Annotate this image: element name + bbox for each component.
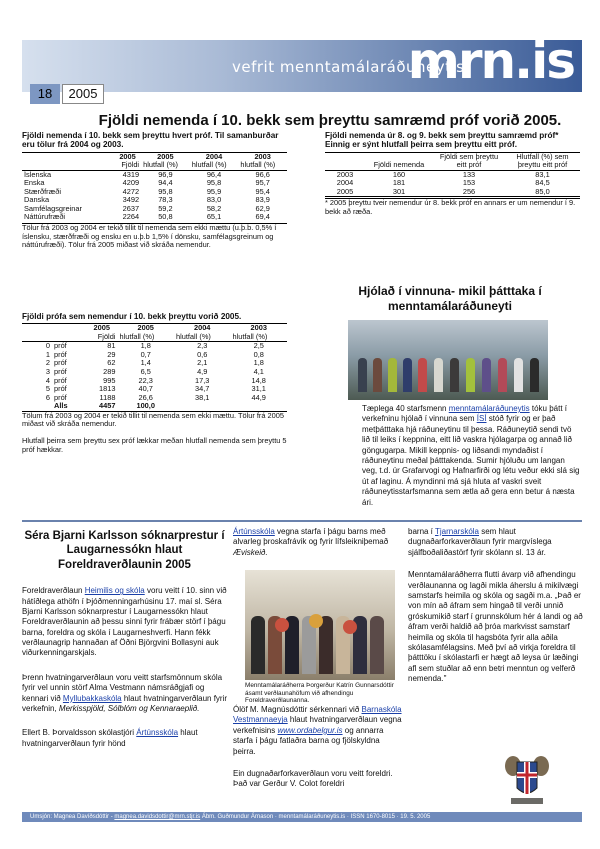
award-c2-text2: Ólöf M. Magnúsdóttir sérkennari við	[233, 705, 362, 714]
flowers-icon	[343, 620, 357, 634]
row-count: 62	[107, 358, 116, 368]
issue-year: 2005	[62, 84, 104, 104]
row-one-exam: 256	[433, 188, 505, 197]
col-year: 2004	[190, 152, 239, 161]
footer-bar	[22, 812, 582, 822]
masthead-banner	[22, 32, 582, 92]
link-artunsskoli[interactable]: Ártúnsskóla	[136, 728, 179, 738]
row-pct-2004: 58,2	[206, 203, 222, 213]
row-pct-2005: 40,7	[138, 384, 153, 394]
row-count: 1813	[99, 384, 116, 394]
table-exams-title: Fjöldi prófa sem nemendur í 10. bekk þreyttu vorið 2005.	[22, 312, 242, 321]
row-pct-2005: 94,4	[158, 178, 173, 188]
award-c2-text3: hlaut hvatningarverðlaun vegna verkefnisins	[233, 715, 402, 735]
row-pct-2004: 34,7	[195, 384, 210, 394]
footer-text-b: Ábm. Guðmundur Árnason · menntamálaráðuneytis.is · ISSN 1670-8015 · 19. 5. 2005	[200, 814, 431, 820]
row-count: 4209	[122, 178, 140, 188]
award-c2-p2	[233, 705, 403, 757]
row-pct: 83,1	[535, 169, 550, 179]
award-column-2	[233, 527, 403, 558]
award-column-3	[408, 527, 583, 684]
person-figure	[482, 358, 491, 392]
row-pct-2004: 4,9	[197, 367, 208, 376]
row-pct-2003: 2,5	[253, 341, 264, 351]
total-count: 4457	[86, 402, 117, 411]
row-subject: Stærðfræði	[24, 186, 61, 196]
link-tjarnarskoli[interactable]: Tjarnarskóla	[434, 527, 479, 536]
row-count: 160	[392, 169, 406, 179]
row-count: 81	[107, 341, 116, 351]
table-younger-note: * 2005 þreyttu tveir nemendur úr 8. bekk próf en annars er um nemendur í 9. bekk að ræða.	[325, 198, 580, 216]
table-exams-body	[22, 342, 287, 402]
col-sub: Fjöldi	[114, 161, 141, 170]
row-exam-unit: próf	[54, 392, 67, 402]
person-figure	[514, 358, 523, 392]
table-younger	[325, 152, 580, 198]
total-label: Alls	[52, 402, 86, 411]
row-pct-2005: 95,8	[158, 186, 173, 196]
award-c2-italic1: Æviskeið.	[233, 547, 268, 557]
row-pct-2003: 1,8	[253, 358, 264, 368]
row-pct-2003: 62,9	[255, 203, 270, 213]
person-figure	[450, 358, 459, 392]
section-divider	[22, 520, 582, 522]
row-pct: 85,0	[505, 188, 580, 197]
row-one-exam: 153	[462, 178, 476, 188]
link-heimili-og-skoli[interactable]: Heimilis og skóla	[84, 586, 145, 596]
col-sub: hlutfall (%)	[141, 161, 190, 170]
row-count: 301	[365, 188, 433, 197]
col-sub: hlutfall (%)	[174, 333, 231, 342]
row-count: 3492	[122, 195, 140, 205]
row-pct-2004: 83,0	[206, 195, 222, 205]
table-subjects	[22, 152, 287, 222]
col-year: 2005	[117, 324, 174, 333]
row-subject: Náttúrufræði	[24, 212, 66, 222]
row-pct-2005: 6,5	[140, 367, 151, 376]
table-exams-note: Tölum frá 2003 og 2004 er tekið tillit til nemenda sem ekki mættu. Tölur frá 2005 miðast við skráða nemendur.	[22, 410, 284, 429]
row-exam-unit: próf	[54, 375, 67, 385]
masthead-subtitle: vefrit menntamálaráðuneytis	[232, 58, 465, 76]
table-row	[22, 213, 287, 222]
row-pct-2003: 44,9	[251, 392, 266, 402]
person-figure	[251, 616, 265, 674]
table-younger-section	[325, 131, 580, 217]
bike-title: Hjólað í vinnuna- mikil þátttaka í menntamálaráðuneyti	[358, 284, 542, 313]
row-exam-number: 6	[45, 392, 50, 402]
award-photo-caption: Menntamálaráðherra Þorgerður Katrín Gunnarsdóttir ásamt verðlaunahöfum við afhendingu Foreldraverðlaunanna.	[245, 682, 394, 705]
row-pct-2003: 95,4	[255, 186, 270, 196]
row-count: 289	[103, 367, 116, 376]
row-pct-2004: 0,6	[197, 349, 208, 359]
row-count: 4272	[122, 186, 140, 196]
row-pct-2005: 59,2	[158, 203, 173, 213]
bike-photo	[348, 320, 548, 400]
row-exam-unit: próf	[54, 341, 67, 351]
row-pct-2003: 0,8	[253, 349, 264, 359]
row-pct-2005: 50,8	[158, 212, 173, 222]
row-pct: 84,5	[535, 178, 550, 188]
award-photo	[245, 570, 395, 680]
award-p2-a: Þrenn hvatningarverðlaun voru veitt starfsmönnum skóla fyrir vel unnin störf Alma Vestmann námsráðgjafi og kennari við	[22, 672, 223, 703]
row-exam-number: 2	[45, 358, 50, 368]
footer-text-a: Umsjón: Magnea Davíðsdóttir -	[30, 814, 115, 820]
award-c3-text2: sem hlaut dugnaðarforkaverðlaun fyrir margvíslega sjálfboðaliðastörf fyrir skólann sl. 13 ár.	[408, 527, 552, 557]
award-c2-p1	[233, 527, 403, 558]
person-figure	[434, 358, 443, 392]
col-sub: Fjöldi	[86, 333, 117, 342]
bike-text-b: tóku þátt í verkefninu hjólað í vinnuna sem	[362, 404, 568, 424]
row-pct-2003: 95,7	[255, 178, 270, 188]
row-subject: Íslenska	[24, 169, 52, 179]
row-count: 4319	[122, 169, 140, 179]
link-menntamalaraduneyti[interactable]: menntamálaráðuneytis	[448, 404, 530, 413]
award-c3-p1	[408, 527, 583, 558]
row-year: 2005	[325, 188, 365, 197]
row-pct-2004: 65,1	[206, 212, 222, 222]
bike-text	[362, 404, 580, 508]
table-subjects-body	[22, 170, 287, 222]
row-pct-2004: 17,3	[195, 375, 210, 385]
link-barnaskoli-vestmannaeyja[interactable]: Barnaskóla Vestmannaeyja	[233, 705, 402, 725]
award-column-1	[22, 529, 227, 749]
table-younger-title: Fjöldi nemenda úr 8. og 9. bekk sem þreyttu samræmd próf* Einnig er sýnt hlutfall þeirra sem þreyttu eitt próf.	[325, 131, 559, 150]
row-year: 2003	[336, 169, 354, 179]
row-exam-unit: próf	[54, 384, 67, 394]
row-pct-2005: 1,8	[140, 341, 151, 351]
flowers-icon	[309, 614, 323, 628]
row-exam-unit: próf	[54, 367, 67, 376]
person-figure	[418, 358, 427, 392]
table-exams-note2: Hlutfall þeirra sem þreyttu sex próf lækkar meðan hlutfall nemenda sem þreyttu 5 próf hækkar.	[22, 436, 287, 454]
row-pct-2004: 2,3	[197, 341, 208, 351]
col-year: 2005	[141, 152, 190, 161]
col-head: Hlutfall (%) sem þreyttu eitt próf	[505, 152, 580, 170]
row-count: 2264	[122, 212, 140, 222]
row-exam-number: 5	[45, 384, 50, 394]
col-year: 2004	[174, 324, 231, 333]
table-subjects-title: Fjöldi nemenda í 10. bekk sem þreyttu hvert próf. Til samanburðar eru tölur frá 2004 og 2003.	[22, 131, 279, 150]
row-pct-2003: 83,9	[255, 195, 270, 205]
bike-text-a: Tæplega 40 starfsmenn	[362, 404, 449, 413]
person-figure	[388, 358, 397, 392]
row-pct-2004: 2,1	[197, 358, 208, 368]
table-row	[325, 188, 580, 197]
link-ordabelgur[interactable]: www.ordabelgur.is	[277, 725, 343, 735]
table-exams-section	[22, 312, 287, 455]
award-c3-text1: barna í	[408, 527, 435, 536]
person-figure	[403, 358, 412, 392]
row-count: 29	[107, 349, 116, 359]
row-pct-2004: 95,9	[206, 186, 222, 196]
row-pct-2003: 4,1	[253, 367, 264, 376]
bike-text-c: stóð fyrir og er það metþátttaka hjá ráðuneytinu til þessa. Ráðuneytið sendi tvö lið til leiks í keppnina, eitt lið vaskra hjólagarpa og annað lið göngugarpa. Mikill keppnis- og liðsandi myndaðist í ráðuneytinu meðal þátttakenda. Sumir hjóluðu um langan veg, t.d. úr Grafarvogi og Hafnarfirði og létu veður ekki slá sig út af laginu. Á myndinni má sjá hluta af vaskri sveit ráðuneytisstarfsmanna sem ætla að gera enn betur á næsta ári.	[362, 414, 580, 507]
row-exam-number: 3	[45, 367, 50, 376]
coat-of-arms-icon	[503, 752, 551, 808]
award-p2-b: hlaut hvatningarverðlaun fyrir verkefnin,	[22, 693, 228, 714]
link-myllubakkaskoli[interactable]: Myllubakkaskóla	[62, 693, 122, 703]
award-p3-a: Ellert B. Þorvaldsson skólastjóri	[22, 728, 137, 738]
award-p1	[22, 586, 227, 659]
row-pct-2003: 14,8	[251, 375, 266, 385]
page-number: 18	[30, 84, 60, 104]
table-row	[22, 188, 287, 197]
row-pct-2005: 22,3	[138, 375, 153, 385]
col-sub: hlutfall (%)	[238, 161, 287, 170]
col-sub: hlutfall (%)	[230, 333, 287, 342]
row-count: 1188	[99, 392, 116, 402]
link-artunsskoli-2[interactable]: Ártúnsskóla	[233, 527, 275, 536]
row-count: 2637	[122, 203, 140, 213]
row-pct-2005: 0,7	[140, 349, 151, 359]
award-p3	[22, 728, 227, 749]
col-sub: hlutfall (%)	[117, 333, 174, 342]
row-exam-number: 4	[45, 375, 50, 385]
mrn-logo[interactable]: mrn.is	[407, 32, 574, 90]
row-count: 995	[103, 375, 116, 385]
award-p3-b: hlaut hvatningarverðlaun fyrir hönd	[22, 728, 198, 748]
person-figure	[373, 358, 382, 392]
col-head: Fjöldi sem þreyttu eitt próf	[433, 152, 505, 170]
row-year: 2004	[336, 178, 354, 188]
row-pct-2005: 26,6	[138, 392, 153, 402]
row-pct-2004: 38,1	[195, 392, 210, 402]
link-isi[interactable]: ÍSÍ	[476, 414, 487, 424]
row-pct-2004: 96,4	[206, 169, 222, 179]
row-pct-2003: 69,4	[255, 212, 270, 222]
award-c2-text1: vegna starfa í þágu barns með alvarleg þroskafrávik og fyrir lífsleikniþemað	[233, 527, 389, 547]
row-one-exam: 133	[462, 169, 476, 179]
col-sub: hlutfall (%)	[190, 161, 239, 170]
col-year: 2005	[86, 324, 117, 333]
award-c2-p3: Ein dugnaðarforkaverðlaun voru veitt foreldri. Það var Gerður V. Colot foreldri	[233, 769, 393, 789]
row-pct-2005: 96,9	[158, 169, 173, 179]
page-title: Fjöldi nemenda í 10. bekk sem þreyttu samræmd próf vorið 2005.	[98, 112, 562, 129]
row-exam-number: 1	[45, 349, 50, 359]
row-exam-unit: próf	[54, 358, 67, 368]
table-row	[22, 179, 287, 188]
award-p1-b: voru veitt í 10. sinn við hátíðlega athöfn í Þjóðmenningarhúsinu 17. maí sl. Séra Bjarni Karlsson sóknarprestur í Laugarnessókn hlaut Foreldraverðlaunin að þessu sinni fyrir frábær störf í þágu barna, foreldra og skóla í Laugarneshverfi. Hann fékk verðlaunagrip hannaðan af Öðni Björgvini Bollasyni auk viðurkenningarskjals.	[22, 586, 227, 658]
row-subject: Enska	[24, 178, 45, 188]
award-p2-italic: Merkisspjöld, Sólblóm og Kennaraeplið.	[58, 704, 200, 714]
person-figure	[370, 616, 384, 674]
person-figure	[358, 358, 367, 392]
table-subjects-note: Tölur frá 2003 og 2004 er tekið tillit til nemenda sem ekki mættu (u.þ.b. 0,5% í íslensku, stærðfræði og ensku en u.þ.b 1,5% í dönsku, samfélagsgreinum og náttúrufræði). Tölur frá 2005 miðast við skráða nemendur.	[22, 223, 287, 250]
person-figure	[530, 358, 539, 392]
row-count: 181	[392, 178, 406, 188]
table-exams	[22, 323, 287, 411]
table-row	[22, 170, 287, 179]
award-c2-text4: og annarra starfa í þágu fatlaðra barna og fjölskyldna þeirra.	[233, 725, 384, 756]
col-year: 2003	[238, 152, 287, 161]
row-exam-unit: próf	[54, 349, 67, 359]
footer-email-link[interactable]: magnea.davidsdottir@mrn.stjr.is	[114, 814, 201, 820]
col-year: 2005	[114, 152, 141, 161]
person-figure	[498, 358, 507, 392]
person-figure	[466, 358, 475, 392]
row-pct-2003: 31,1	[251, 384, 266, 394]
row-subject: Danska	[24, 195, 50, 205]
row-subject: Samfélagsgreinar	[24, 203, 82, 213]
row-pct-2005: 1,4	[140, 358, 151, 368]
award-title: Séra Bjarni Karlsson sóknarprestur í Laugarnessókn hlaut Foreldraverðlaunin 2005	[24, 530, 225, 571]
col-head: Fjöldi nemenda	[365, 152, 433, 170]
row-pct-2003: 96,6	[255, 169, 270, 179]
row-pct-2004: 95,8	[206, 178, 222, 188]
award-p2	[22, 673, 227, 715]
award-c3-p2: Menntamálaráðherra flutti ávarp við afhendingu verðlaunanna og lagði mikla áherslu á mikilvægi samstarfs heimila og skóla og sagði m.a. „Það er von mín að áfram sem hingað til verði unnið gróskumikið starf í grunnskólum hér á landi og að áfram verði haldið að þróa markvisst samstarf heimila og skóla til hagsbóta fyrir alla aðila skólasamfélagsins. Með því að virkja foreldra til þátttöku í skólastarfi er hægt að leysa úr læðingi afl sem stuðlar að enn betri menntun og velferð nemenda."	[408, 570, 583, 684]
flowers-icon	[275, 618, 289, 632]
total-pct: 100,0	[117, 402, 174, 411]
col-year: 2003	[230, 324, 287, 333]
row-exam-number: 0	[45, 341, 50, 351]
table-younger-body	[325, 170, 580, 197]
table-subjects-section	[22, 131, 287, 250]
row-pct-2005: 78,3	[158, 195, 173, 205]
award-p1-a: Foreldraverðlaun	[22, 586, 85, 596]
